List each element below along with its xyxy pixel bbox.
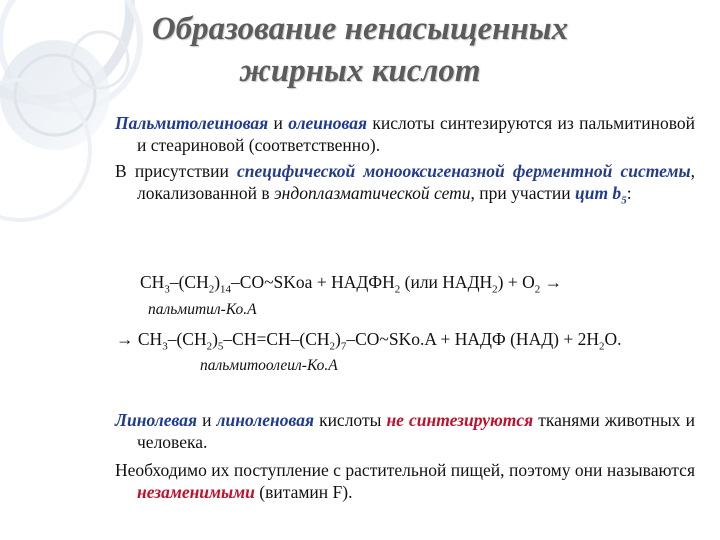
term-linolenic: линоленовая <box>216 410 314 430</box>
term-essential: незаменимыми <box>137 482 255 502</box>
label-palmitoleoyl-coa: пальмитоолеил-Ко.А <box>200 357 338 374</box>
term-palmitoleic: Пальмитолеиновая <box>115 113 269 133</box>
paragraph-enzyme-system: В присутствии специфической монооксигеназной ферментной системы, локализованной в эндоплазматической сети, при участии цит $b_5$: <box>115 161 695 207</box>
reaction-line-2: → $CH_3-(CH_2)_5-CH=CH-(CH_2)_7-CO\sim SKo.A$ + НАДФ $(НАД) + 2H_2O$. <box>116 329 622 353</box>
term-not-synthesized: не синтезируются <box>386 410 534 430</box>
term-monooxygenase-system: специфической монооксигеназной ферментной системы <box>237 161 691 181</box>
term-oleic: олеиновая <box>288 113 367 133</box>
paragraph-essential: Линолевая и линоленовая кислоты не синтезируются тканями животных и человека. Необходимо их поступление с растительной пищей, поэтому они называются незаменимыми (витамин F). <box>115 410 695 502</box>
slide-title <box>120 8 600 92</box>
paragraph-synthesis <box>115 112 695 212</box>
text-and: и <box>268 113 289 133</box>
text-synthesis: кислоты синтезируются из пальмитиновой и стеариновой (соответственно). <box>137 113 695 155</box>
text-localized: , локализованной в <box>137 161 695 203</box>
paragraph-dietary: Необходимо их поступление с растительной пищей, поэтому они называются незаменимыми (витамин F). <box>115 460 695 502</box>
title-line-2: жирных кислот <box>239 53 481 89</box>
term-cyt-b5: цит $b_5$ <box>574 183 627 207</box>
title-line-1: Образование ненасыщенных <box>151 11 569 47</box>
text-in-presence: В присутствии <box>115 161 238 181</box>
term-er: эндоплазматической сети <box>273 183 471 203</box>
reaction-line-1: $CH_3-(CH_2)_{14}-CO\sim SKoa$ + $НАДФН_2$ (или $НАДН_2) + O_2$ → <box>140 272 563 296</box>
text-with-participation: , при участии <box>470 183 575 203</box>
label-palmitoyl-coa: пальмитил-Ко.А <box>148 301 257 318</box>
term-linoleic: Линолевая <box>115 410 197 430</box>
